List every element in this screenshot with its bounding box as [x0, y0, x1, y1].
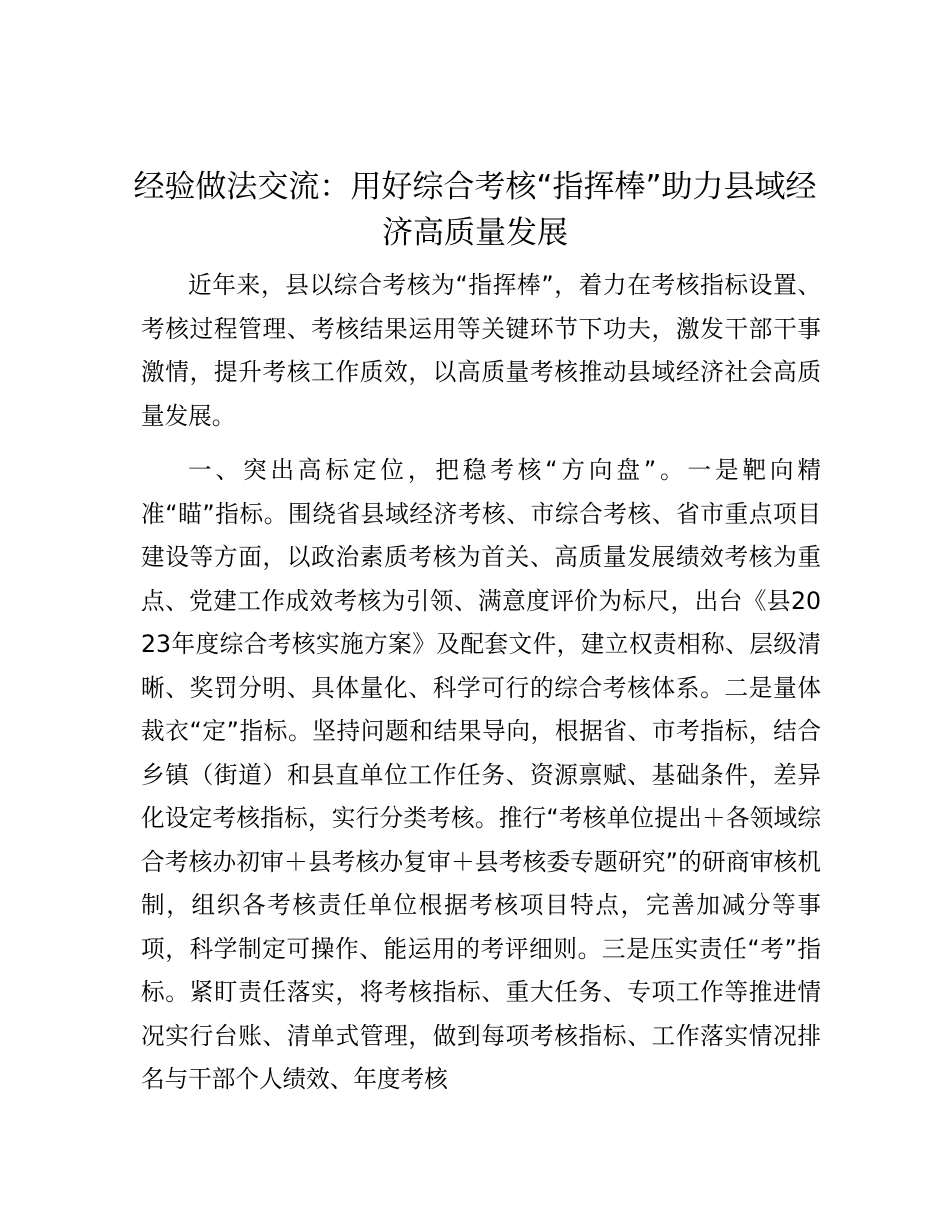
document-title: 经验做法交流：用好综合考核“指挥棒”助力县域经济高质量发展: [133, 169, 817, 251]
body-paragraph-intro: 近年来，县以综合考核为“指挥棒”，着力在考核指标设置、考核过程管理、考核结果运用等关键环节下功夫，激发干部干事激情，提升考核工作质效，以高质量考核推动县域经济社会高质量发展。: [141, 271, 821, 430]
body-paragraph-section-one: 一、突出高标定位，把稳考核“方向盘”。一是靶向精准“瞄”指标。围绕省县域经济考核、市综合考核、省市重点项目建设等方面，以政治素质考核为首关、高质量发展绩效考核为重点、党建工作成效考核为引领、满意度评价为标尺，出台《县2023年度综合考核实施方案》及配套文件，建立权责相称、层级清晰、奖罚分明、具体量化、科学可行的综合考核体系。二是量体裁衣“定”指标。坚持问题和结果导向，根据省、市考指标，结合乡镇（街道）和县直单位工作任务、资源禀赋、基础条件，差异化设定考核指标，实行分类考核。推行“考核单位提出＋各领域综合考核办初审＋县考核办复审＋县考核委专题研究”的研商审核机制，组织各考核责任单位根据考核项目特点，完善加减分等事项，科学制定可操作、能运用的考评细则。三是压实责任“考”指标。紧盯责任落实，将考核指标、重大任务、专项工作等推进情况实行台账、清单式管理，做到每项考核指标、工作落实情况排名与干部个人绩效、年度考核: [141, 456, 821, 1093]
